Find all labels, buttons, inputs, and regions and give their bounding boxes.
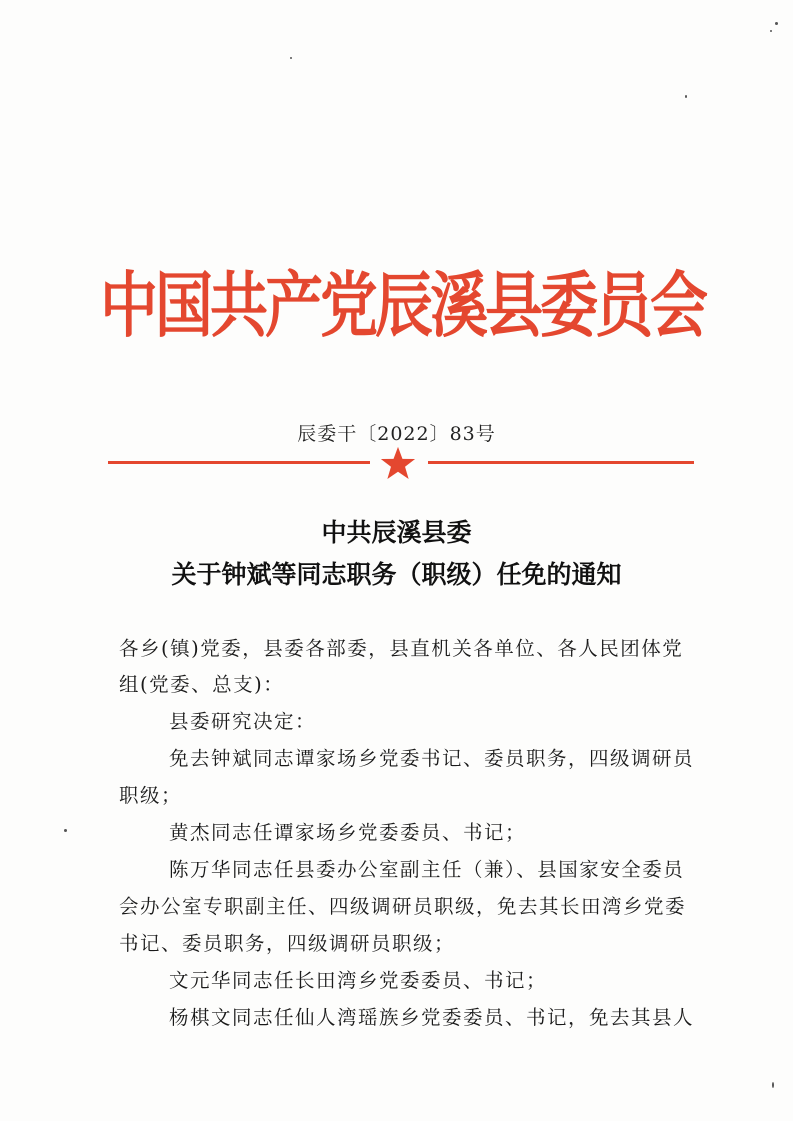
red-divider-right: [428, 461, 694, 464]
scan-speck: [770, 30, 772, 32]
body-line: 杨棋文同志任仙人湾瑶族乡党委委员、书记，免去其县人: [169, 1006, 695, 1029]
scan-speck: [772, 1082, 774, 1088]
body-line: 会办公室专职副主任、四级调研员职级，免去其长田湾乡党委: [119, 895, 687, 918]
body-line: 职级；: [119, 784, 183, 807]
body-line: 陈万华同志任县委办公室副主任（兼）、县国家安全委员: [169, 858, 685, 881]
red-divider-left: [108, 461, 370, 464]
scan-speck: [685, 95, 687, 98]
body-line: 文元华同志任长田湾乡党委委员、书记；: [169, 969, 548, 992]
issuing-authority-title: 中国共产党辰溪县委员会: [100, 264, 706, 348]
notice-title-line2: 关于钟斌等同志职务（职级）任免的通知: [171, 560, 622, 589]
scan-speck: [775, 22, 778, 25]
body-line: 书记、委员职务，四级调研员职级；: [119, 932, 456, 955]
body-line: 黄杰同志任谭家场乡党委委员、书记；: [169, 821, 527, 844]
scan-speck: [64, 829, 67, 832]
body-line: 免去钟斌同志谭家场乡党委书记、委员职务，四级调研员: [169, 747, 695, 770]
star-icon: [379, 444, 417, 482]
body-line: 县委研究决定：: [169, 710, 317, 733]
notice-title-line1: 中共辰溪县委: [321, 518, 472, 547]
body-line: 各乡(镇)党委，县委各部委，县直机关各单位、各人民团体党: [119, 637, 684, 660]
document-number: 辰委干〔2022〕83号: [297, 423, 496, 445]
body-line: 组(党委、总支)：: [119, 673, 285, 696]
scan-speck: [290, 57, 292, 59]
